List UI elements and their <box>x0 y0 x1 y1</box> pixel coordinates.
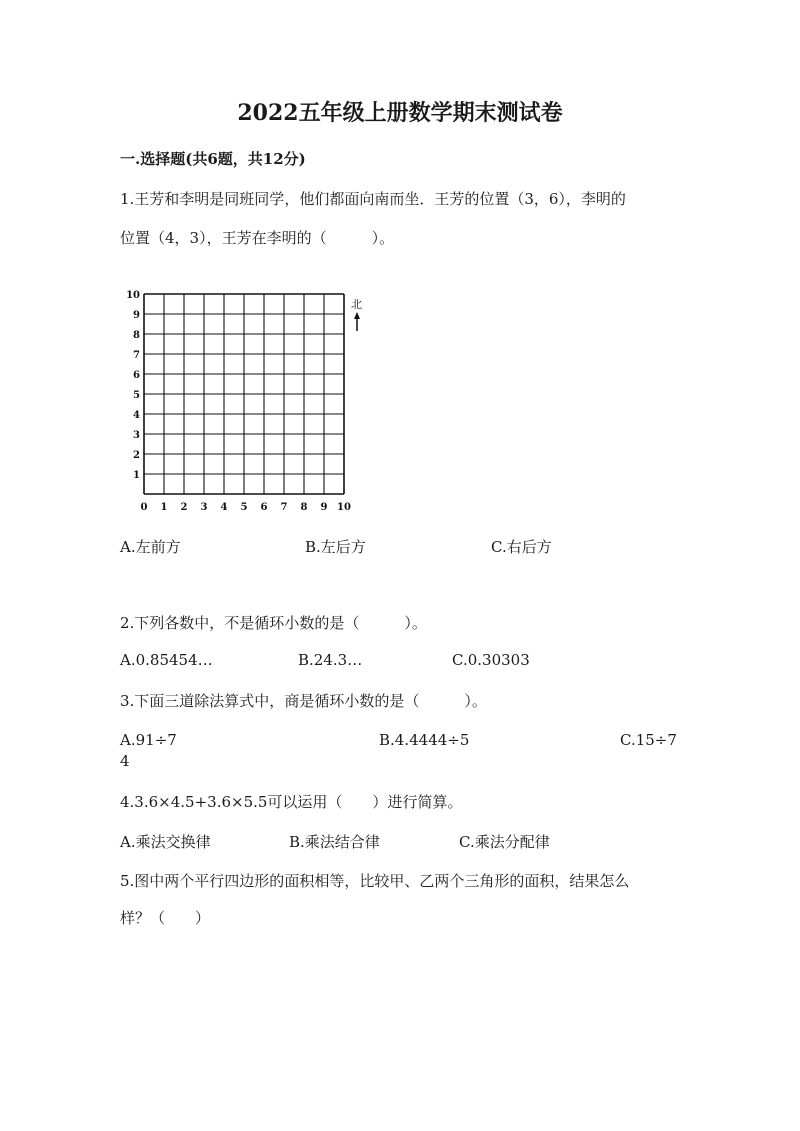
y-tick-label: 2 <box>133 450 140 461</box>
x-tick-label: 3 <box>200 502 208 513</box>
x-tick-label: 0 <box>140 502 148 513</box>
q3-option-c[interactable]: C.15÷7 <box>620 731 677 749</box>
grid-lines <box>144 294 344 494</box>
q1-text-line1: 1.王芳和李明是同班同学，他们都面向南而坐．王芳的位置（3，6），李明的 <box>120 190 626 208</box>
x-tick-label: 9 <box>320 502 328 513</box>
q4-option-c[interactable]: C.乘法分配律 <box>459 833 550 851</box>
q4-option-a[interactable]: A.乘法交换律 <box>120 833 211 851</box>
section-heading: 一.选择题(共6题，共12分) <box>120 150 306 168</box>
q1-text-line2: 位置（4，3），王芳在李明的（ ）。 <box>120 229 395 247</box>
q4-option-b[interactable]: B.乘法结合律 <box>289 833 380 851</box>
q2-option-a[interactable]: A.0.85454… <box>120 651 213 669</box>
y-tick-label: 10 <box>126 290 140 301</box>
y-tick-label: 6 <box>133 370 140 381</box>
y-tick-label: 5 <box>133 390 140 401</box>
page-title: 2022五年级上册数学期末测试卷 <box>237 100 563 126</box>
q2-text: 2.下列各数中，不是循环小数的是（ ）。 <box>120 614 427 632</box>
q4-text: 4.3.6×4.5+3.6×5.5可以运用（ ）进行简算。 <box>120 793 463 811</box>
q1-option-a[interactable]: A.左前方 <box>120 538 181 556</box>
q1-option-c[interactable]: C.右后方 <box>491 538 552 556</box>
q5-text-line1: 5.图中两个平行四边形的面积相等，比较甲、乙两个三角形的面积，结果怎么 <box>120 872 630 890</box>
q3-wrap-text: 4 <box>120 752 130 770</box>
x-tick-label: 7 <box>280 502 288 513</box>
y-tick-label: 1 <box>133 470 140 481</box>
q2-option-b[interactable]: B.24.3… <box>298 651 363 669</box>
x-tick-label: 5 <box>240 502 248 513</box>
x-axis-labels <box>141 502 351 513</box>
up-arrow-icon <box>354 312 360 331</box>
x-tick-label: 10 <box>337 502 351 513</box>
y-axis-labels <box>126 290 140 481</box>
x-tick-label: 8 <box>300 502 308 513</box>
north-label: 北 <box>351 298 362 311</box>
q3-option-a[interactable]: A.91÷7 <box>120 731 177 749</box>
q1-option-b[interactable]: B.左后方 <box>305 538 366 556</box>
y-tick-label: 9 <box>133 310 140 321</box>
y-tick-label: 8 <box>133 330 140 341</box>
q2-option-c[interactable]: C.0.30303 <box>452 651 530 669</box>
x-tick-label: 2 <box>180 502 188 513</box>
q3-text: 3.下面三道除法算式中，商是循环小数的是（ ）。 <box>120 692 487 710</box>
x-tick-label: 1 <box>160 502 168 513</box>
x-tick-label: 6 <box>260 502 268 513</box>
q3-option-b[interactable]: B.4.4444÷5 <box>379 731 470 749</box>
y-tick-label: 7 <box>133 350 140 361</box>
coordinate-grid <box>126 286 366 513</box>
y-tick-label: 3 <box>133 430 140 441</box>
q5-text-line2: 样？（ ） <box>120 909 211 927</box>
y-tick-label: 4 <box>133 410 140 421</box>
x-tick-label: 4 <box>220 502 228 513</box>
